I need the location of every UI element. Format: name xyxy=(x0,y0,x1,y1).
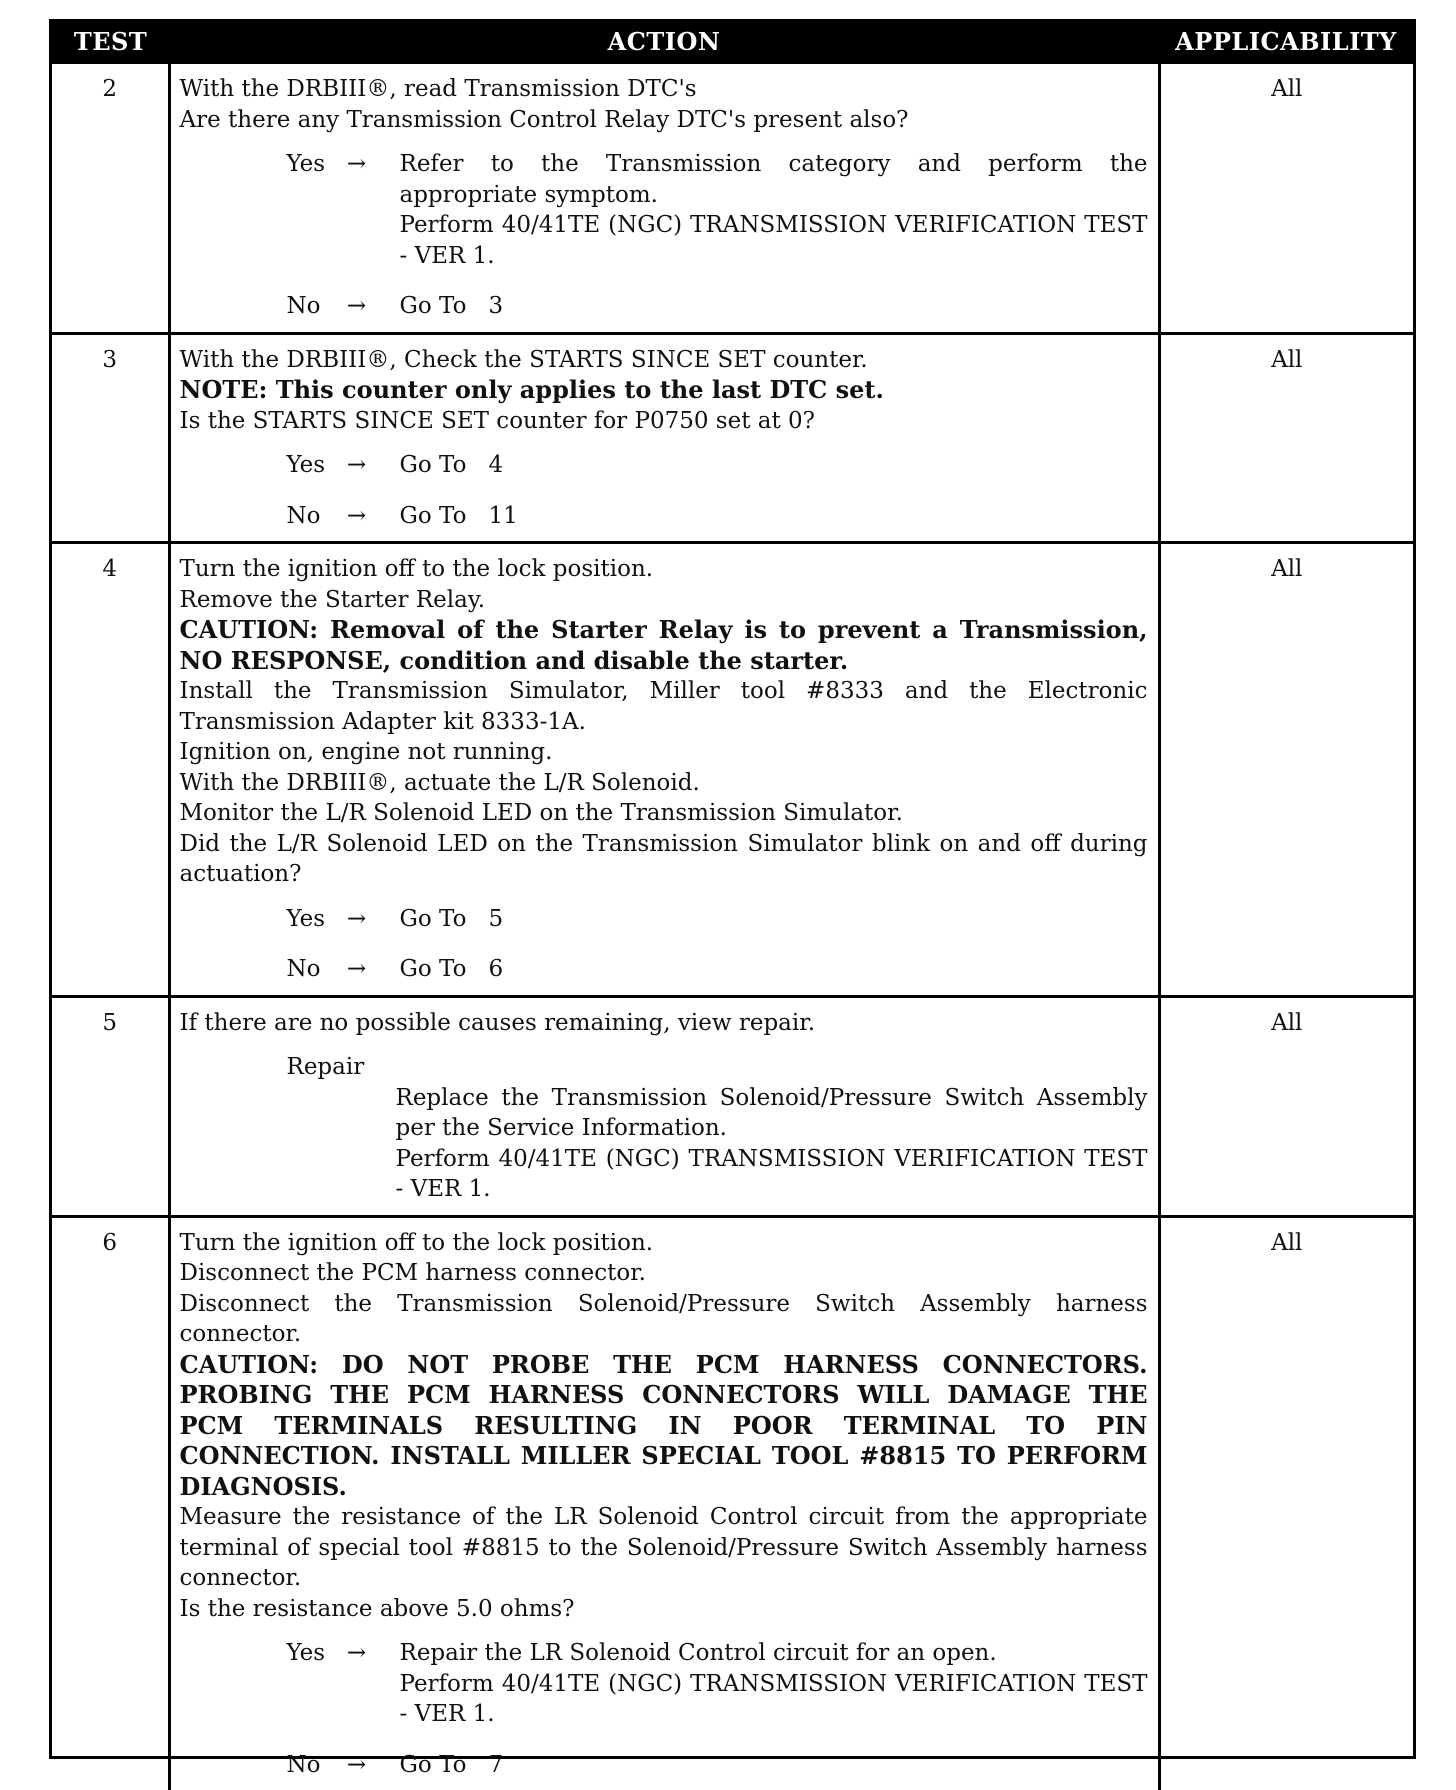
arrow-icon xyxy=(337,291,400,322)
diagnostic-table xyxy=(52,22,1413,1790)
arrow-glyph: → xyxy=(337,149,377,180)
header-test: TEST xyxy=(52,22,169,63)
goto-link: Go To xyxy=(400,503,467,529)
action-line: Ignition on, engine not running. xyxy=(180,737,1148,768)
table-header xyxy=(52,22,1413,63)
arrow-icon xyxy=(337,1750,400,1781)
answer-list xyxy=(180,149,1148,322)
applicability: All xyxy=(1159,63,1413,334)
table-row xyxy=(52,333,1413,543)
caution-note: CAUTION: DO NOT PROBE THE PCM HARNESS CONNECTORS. PROBING THE PCM HARNESS CONNECTORS WILL DAMAGE THE PCM TERMINALS RESULTING IN POOR TERMINAL TO PIN CONNECTION. INSTALL MILLER SPECIAL TOOL #8815 TO PERFORM DIAGNOSIS. xyxy=(180,1350,1148,1503)
table-body xyxy=(52,63,1413,1790)
arrow-icon xyxy=(337,149,400,271)
answer-text: Perform 40/41TE (NGC) TRANSMISSION VERIFICATION TEST - VER 1. xyxy=(400,210,1148,271)
action-line: Are there any Transmission Control Relay DTC's present also? xyxy=(180,105,1148,136)
action-line: If there are no possible causes remaining, view repair. xyxy=(180,1008,1148,1039)
answer-yes xyxy=(287,904,1148,935)
caution-note: CAUTION: Removal of the Starter Relay is to prevent a Transmission, NO RESPONSE, condition and disable the starter. xyxy=(180,615,1148,676)
answer-list xyxy=(180,1638,1148,1780)
answer-body xyxy=(400,1638,1148,1730)
answer-no xyxy=(287,1750,1148,1781)
answer-label: Yes xyxy=(287,1638,337,1730)
action-line: Is the STARTS SINCE SET counter for P0750 set at 0? xyxy=(180,406,1148,437)
action-line: Turn the ignition off to the lock position. xyxy=(180,554,1148,585)
answer-label: Yes xyxy=(287,904,337,935)
applicability: All xyxy=(1159,1216,1413,1790)
answer-body xyxy=(400,954,1148,985)
table-row xyxy=(52,543,1413,997)
answer-text: Perform 40/41TE (NGC) TRANSMISSION VERIFICATION TEST - VER 1. xyxy=(400,1669,1148,1730)
diagnostic-table-frame xyxy=(49,19,1416,1759)
action-line: Turn the ignition off to the lock position. xyxy=(180,1228,1148,1259)
test-number: 2 xyxy=(52,63,169,334)
answer-label: Yes xyxy=(287,149,337,271)
applicability: All xyxy=(1159,543,1413,997)
caution-note: NOTE: This counter only applies to the last DTC set. xyxy=(180,375,1148,406)
repair-block xyxy=(180,1052,1148,1205)
answer-label: No xyxy=(287,954,337,985)
answer-yes xyxy=(287,149,1148,271)
header-action: ACTION xyxy=(169,22,1159,63)
answer-text: Refer to the Transmission category and perform the appropriate symptom. xyxy=(400,149,1148,210)
answer-label: No xyxy=(287,501,337,532)
goto-target: 6 xyxy=(488,956,503,982)
goto-target: 11 xyxy=(488,503,517,529)
answer-body xyxy=(400,149,1148,271)
answer-label: No xyxy=(287,291,337,322)
goto-link: Go To xyxy=(400,956,467,982)
action-line: Is the resistance above 5.0 ohms? xyxy=(180,1594,1148,1625)
goto-target: 3 xyxy=(488,293,503,319)
answer-body xyxy=(400,904,1148,935)
action-cell xyxy=(169,1216,1159,1790)
action-line: With the DRBIII®, actuate the L/R Solenoid. xyxy=(180,768,1148,799)
arrow-glyph: → xyxy=(337,450,377,481)
table-row xyxy=(52,1216,1413,1790)
action-line: Disconnect the Transmission Solenoid/Pressure Switch Assembly harness connector. xyxy=(180,1289,1148,1350)
arrow-glyph: → xyxy=(337,291,377,322)
test-number: 3 xyxy=(52,333,169,543)
test-number: 5 xyxy=(52,996,169,1216)
arrow-glyph: → xyxy=(337,501,377,532)
arrow-icon xyxy=(337,954,400,985)
action-line: Disconnect the PCM harness connector. xyxy=(180,1258,1148,1289)
test-number: 4 xyxy=(52,543,169,997)
table-row xyxy=(52,63,1413,334)
test-number: 6 xyxy=(52,1216,169,1790)
repair-body xyxy=(396,1083,1148,1205)
answer-no xyxy=(287,291,1148,322)
arrow-glyph: → xyxy=(337,954,377,985)
action-cell xyxy=(169,996,1159,1216)
answer-body xyxy=(400,450,1148,481)
repair-text: Perform 40/41TE (NGC) TRANSMISSION VERIFICATION TEST - VER 1. xyxy=(396,1144,1148,1205)
goto-link: Go To xyxy=(400,906,467,932)
answer-text: Repair the LR Solenoid Control circuit for an open. xyxy=(400,1638,1148,1669)
answer-list xyxy=(180,904,1148,985)
answer-no xyxy=(287,954,1148,985)
repair-label: Repair xyxy=(287,1052,1148,1083)
answer-yes xyxy=(287,450,1148,481)
action-line: Remove the Starter Relay. xyxy=(180,585,1148,616)
answer-no xyxy=(287,501,1148,532)
action-cell xyxy=(169,333,1159,543)
action-line: Measure the resistance of the LR Solenoid Control circuit from the appropriate terminal of special tool #8815 to the Solenoid/Pressure Switch Assembly harness connector. xyxy=(180,1502,1148,1594)
goto-target: 7 xyxy=(488,1752,503,1778)
action-line: Monitor the L/R Solenoid LED on the Transmission Simulator. xyxy=(180,798,1148,829)
action-line: With the DRBIII®, Check the STARTS SINCE SET counter. xyxy=(180,345,1148,376)
applicability: All xyxy=(1159,333,1413,543)
answer-body xyxy=(400,1750,1148,1781)
arrow-icon xyxy=(337,1638,400,1730)
answer-list xyxy=(180,450,1148,531)
repair-text: Replace the Transmission Solenoid/Pressure Switch Assembly per the Service Information. xyxy=(396,1083,1148,1144)
applicability: All xyxy=(1159,996,1413,1216)
arrow-glyph: → xyxy=(337,1750,377,1781)
arrow-icon xyxy=(337,450,400,481)
header-applicability: APPLICABILITY xyxy=(1159,22,1413,63)
answer-label: Yes xyxy=(287,450,337,481)
arrow-glyph: → xyxy=(337,1638,377,1669)
action-line: Install the Transmission Simulator, Miller tool #8333 and the Electronic Transmission Adapter kit 8333-1A. xyxy=(180,676,1148,737)
table-row xyxy=(52,996,1413,1216)
goto-target: 5 xyxy=(488,906,503,932)
arrow-glyph: → xyxy=(337,904,377,935)
action-line: Did the L/R Solenoid LED on the Transmission Simulator blink on and off during actuation? xyxy=(180,829,1148,890)
answer-body xyxy=(400,501,1148,532)
answer-body xyxy=(400,291,1148,322)
action-line: With the DRBIII®, read Transmission DTC's xyxy=(180,74,1148,105)
goto-target: 4 xyxy=(488,452,503,478)
goto-link: Go To xyxy=(400,1752,467,1778)
arrow-icon xyxy=(337,501,400,532)
action-cell xyxy=(169,543,1159,997)
answer-yes xyxy=(287,1638,1148,1730)
answer-label: No xyxy=(287,1750,337,1781)
action-cell xyxy=(169,63,1159,334)
goto-link: Go To xyxy=(400,452,467,478)
arrow-icon xyxy=(337,904,400,935)
goto-link: Go To xyxy=(400,293,467,319)
